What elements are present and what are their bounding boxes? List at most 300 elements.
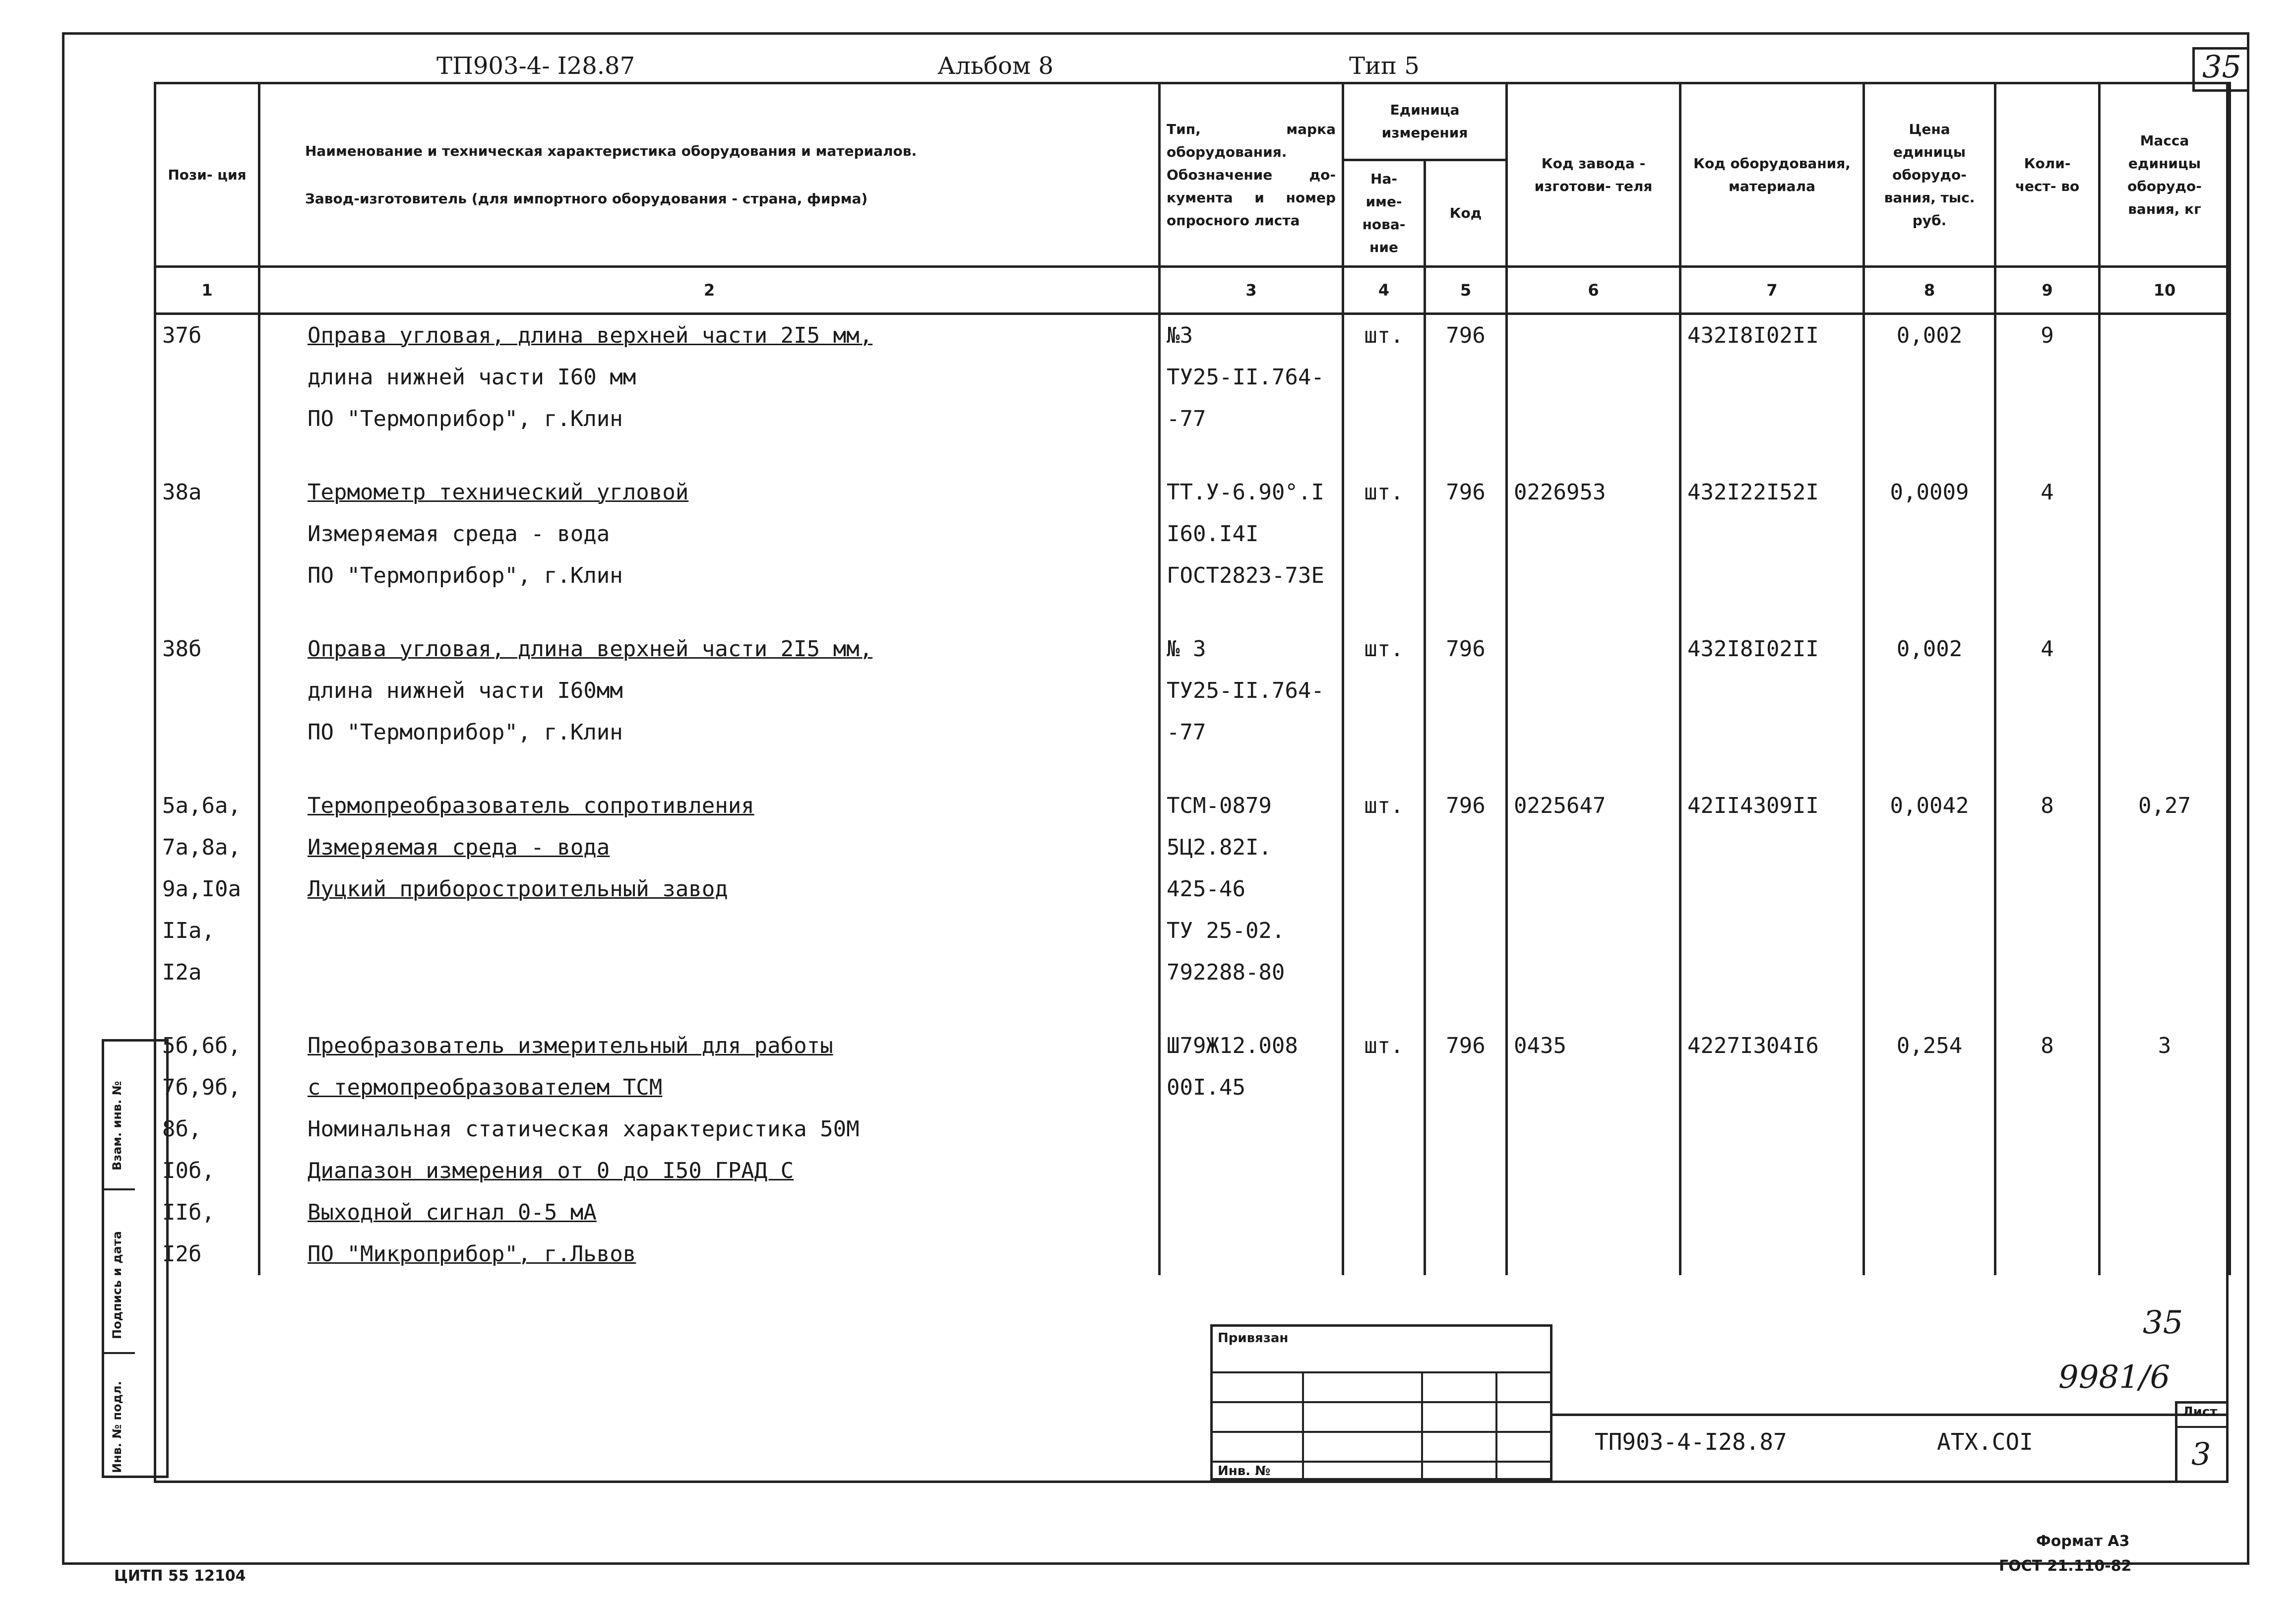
table-cell bbox=[2100, 1150, 2230, 1192]
table-cell: Ш79Ж12.008 bbox=[1160, 1025, 1343, 1067]
table-cell: 0,0042 bbox=[1864, 785, 1995, 827]
table-cell bbox=[1680, 1192, 1864, 1234]
cell-name: длина нижней части I60мм bbox=[259, 670, 1160, 712]
table-cell bbox=[1995, 357, 2100, 398]
table-cell bbox=[155, 440, 259, 472]
table-cell bbox=[155, 670, 259, 712]
cell-name bbox=[259, 952, 1160, 993]
table-cell: 0226953 bbox=[1507, 472, 1680, 513]
cell-name: Оправа угловая, длина верхней части 2I5 мм, bbox=[259, 628, 1160, 670]
table-cell: I0б, bbox=[155, 1150, 259, 1192]
table-cell: 7б,9б, bbox=[155, 1067, 259, 1109]
table-cell bbox=[1680, 1109, 1864, 1150]
table-cell bbox=[1160, 1234, 1343, 1275]
handwritten-sheet-number: 35 bbox=[2143, 1304, 2183, 1341]
table-cell: -77 bbox=[1160, 712, 1343, 753]
table-cell: I2а bbox=[155, 952, 259, 993]
table-cell: шт. bbox=[1343, 628, 1425, 670]
table-cell bbox=[1680, 868, 1864, 910]
cell-name: Термометр технический угловой bbox=[259, 472, 1160, 513]
table-cell: 8 bbox=[1995, 1025, 2100, 1067]
header-doc-code: ТП903-4- I28.87 bbox=[436, 52, 635, 80]
cell-name: ПО "Термоприбор", г.Клин bbox=[259, 712, 1160, 753]
table-cell: 4 bbox=[1995, 628, 2100, 670]
table-cell: ГОСТ2823-73Е bbox=[1160, 555, 1343, 597]
table-cell bbox=[1343, 398, 1425, 440]
table-row bbox=[155, 785, 2230, 827]
table-cell bbox=[2100, 513, 2230, 555]
table-cell bbox=[1425, 555, 1507, 597]
table-cell bbox=[1507, 910, 1680, 952]
side-stamp bbox=[102, 1039, 169, 1478]
table-cell bbox=[1507, 952, 1680, 993]
table-cell bbox=[1425, 952, 1507, 993]
table-cell bbox=[1864, 597, 1995, 628]
col-number: 10 bbox=[2100, 267, 2230, 314]
table-cell bbox=[1343, 868, 1425, 910]
table-cell bbox=[1864, 827, 1995, 868]
table-cell bbox=[1425, 712, 1507, 753]
table-cell bbox=[1680, 753, 1864, 785]
col-header-equipment-code: Код оборудования, материала bbox=[1680, 83, 1864, 267]
table-cell bbox=[1425, 1109, 1507, 1150]
table-cell bbox=[1680, 1150, 1864, 1192]
title-block-line bbox=[1552, 1414, 2229, 1416]
table-row bbox=[155, 628, 2230, 670]
table-cell bbox=[1343, 513, 1425, 555]
cell-name: Измеряемая среда - вода bbox=[259, 827, 1160, 868]
footer-gost: ГОСТ 21.110-82 bbox=[1999, 1557, 2132, 1575]
table-cell bbox=[1425, 357, 1507, 398]
table-cell: ТСМ-0879 bbox=[1160, 785, 1343, 827]
footer-org: ЦИТП 55 12104 bbox=[114, 1567, 246, 1585]
table-cell: 9а,I0а bbox=[155, 868, 259, 910]
table-row bbox=[155, 910, 2230, 952]
table-row bbox=[155, 868, 2230, 910]
table-cell: IIб, bbox=[155, 1192, 259, 1234]
table-cell bbox=[2100, 827, 2230, 868]
col-header-unit-group: Единица измерения bbox=[1343, 83, 1507, 160]
privyazan-divider bbox=[1421, 1371, 1423, 1478]
table-cell bbox=[1995, 1109, 2100, 1150]
table-cell bbox=[1864, 555, 1995, 597]
table-cell: шт. bbox=[1343, 785, 1425, 827]
col-header-mass: Масса единицы оборудо- вания, кг bbox=[2100, 83, 2230, 267]
table-cell bbox=[1995, 1234, 2100, 1275]
col-header-unit-name: На- име- нова- ние bbox=[1343, 160, 1425, 267]
table-cell bbox=[1995, 670, 2100, 712]
table-cell bbox=[1680, 440, 1864, 472]
table-cell: ТУ25-II.764- bbox=[1160, 357, 1343, 398]
table-row bbox=[155, 1192, 2230, 1234]
footer-format: Формат А3 bbox=[2036, 1533, 2130, 1550]
table-cell bbox=[1343, 1192, 1425, 1234]
table-cell bbox=[1995, 1150, 2100, 1192]
table-cell bbox=[1680, 1234, 1864, 1275]
table-row bbox=[155, 555, 2230, 597]
table-cell bbox=[155, 513, 259, 555]
table-cell bbox=[2100, 1234, 2230, 1275]
table-cell bbox=[1343, 712, 1425, 753]
table-cell: № 3 bbox=[1160, 628, 1343, 670]
table-cell bbox=[1343, 1109, 1425, 1150]
table-cell bbox=[1864, 1109, 1995, 1150]
table-cell bbox=[1425, 670, 1507, 712]
table-cell bbox=[1864, 1067, 1995, 1109]
title-mark: АТХ.СОI bbox=[1937, 1428, 2033, 1455]
table-cell: IIа, bbox=[155, 910, 259, 952]
col-header-name bbox=[259, 83, 1160, 267]
privyazan-line bbox=[1213, 1431, 1550, 1433]
table-cell: 37б bbox=[155, 314, 259, 357]
table-cell: I2б bbox=[155, 1234, 259, 1275]
table-cell bbox=[2100, 314, 2230, 357]
table-cell bbox=[2100, 398, 2230, 440]
list-number: 3 bbox=[2191, 1436, 2211, 1472]
table-cell bbox=[2100, 440, 2230, 472]
table-cell bbox=[1343, 827, 1425, 868]
table-cell: 38а bbox=[155, 472, 259, 513]
table-cell: 0,0009 bbox=[1864, 472, 1995, 513]
cell-name: длина нижней части I60 мм bbox=[259, 357, 1160, 398]
table-row bbox=[155, 952, 2230, 993]
table-cell bbox=[1160, 440, 1343, 472]
table-row bbox=[155, 314, 2230, 357]
table-cell bbox=[2100, 357, 2230, 398]
table-cell bbox=[1680, 827, 1864, 868]
table-cell bbox=[1160, 1150, 1343, 1192]
table-cell bbox=[1995, 993, 2100, 1025]
table-cell bbox=[2100, 472, 2230, 513]
table-cell: 796 bbox=[1425, 628, 1507, 670]
col-header-type: Тип, марка оборудования. Обозначение до- кумента и номер опросного листа bbox=[1160, 83, 1343, 267]
table-cell bbox=[1864, 993, 1995, 1025]
table-cell bbox=[1507, 993, 1680, 1025]
table-cell: 0225647 bbox=[1507, 785, 1680, 827]
table-cell bbox=[1343, 1234, 1425, 1275]
table-cell bbox=[1160, 993, 1343, 1025]
table-cell: 0,27 bbox=[2100, 785, 2230, 827]
table-cell bbox=[1507, 1234, 1680, 1275]
table-cell: 425-46 bbox=[1160, 868, 1343, 910]
table-cell bbox=[1995, 952, 2100, 993]
table-cell bbox=[1507, 753, 1680, 785]
handwritten-code: 9981/6 bbox=[2058, 1359, 2171, 1396]
table-cell bbox=[2100, 910, 2230, 952]
table-cell bbox=[1680, 1067, 1864, 1109]
table-cell bbox=[155, 597, 259, 628]
table-cell bbox=[1425, 993, 1507, 1025]
table-cell bbox=[2100, 868, 2230, 910]
table-cell bbox=[1864, 952, 1995, 993]
table-cell: 42II4309II bbox=[1680, 785, 1864, 827]
table-cell bbox=[1343, 993, 1425, 1025]
table-cell bbox=[1425, 868, 1507, 910]
table-cell: 796 bbox=[1425, 472, 1507, 513]
table-cell bbox=[1425, 1192, 1507, 1234]
specification-table bbox=[154, 82, 2231, 1275]
table-cell bbox=[259, 753, 1160, 785]
privyazan-divider bbox=[1302, 1371, 1304, 1478]
cell-name: Термопреобразователь сопротивления bbox=[259, 785, 1160, 827]
table-cell bbox=[155, 357, 259, 398]
header-album: Альбом 8 bbox=[937, 52, 1054, 80]
col-header-unit-code: Код bbox=[1425, 160, 1507, 267]
specification-rows bbox=[155, 314, 2230, 1276]
table-cell bbox=[2100, 753, 2230, 785]
table-cell bbox=[1507, 827, 1680, 868]
table-cell bbox=[2100, 670, 2230, 712]
table-cell bbox=[1680, 513, 1864, 555]
table-row bbox=[155, 357, 2230, 398]
cell-name: ПО "Термоприбор", г.Клин bbox=[259, 555, 1160, 597]
list-box-divider bbox=[2175, 1426, 2229, 1428]
table-cell bbox=[1343, 952, 1425, 993]
table-gap-row bbox=[155, 753, 2230, 785]
table-cell bbox=[1507, 357, 1680, 398]
table-cell: 0,254 bbox=[1864, 1025, 1995, 1067]
table-gap-row bbox=[155, 440, 2230, 472]
table-cell: 9 bbox=[1995, 314, 2100, 357]
table-cell bbox=[1864, 670, 1995, 712]
table-cell bbox=[1864, 910, 1995, 952]
table-cell bbox=[2100, 1109, 2230, 1150]
col-header-name-line2: Завод-изготовитель (для импортного оборудования - страна, фирма) bbox=[305, 190, 868, 207]
privyazan-line bbox=[1213, 1401, 1550, 1403]
table-cell bbox=[1864, 398, 1995, 440]
table-cell bbox=[1507, 1109, 1680, 1150]
title-doc-code: ТП903-4-I28.87 bbox=[1595, 1428, 1787, 1455]
col-number: 7 bbox=[1680, 267, 1864, 314]
table-cell bbox=[1864, 712, 1995, 753]
table-cell: 432I22I52I bbox=[1680, 472, 1864, 513]
table-cell: ТУ 25-02. bbox=[1160, 910, 1343, 952]
table-cell: 4 bbox=[1995, 472, 2100, 513]
table-cell: 8б, bbox=[155, 1109, 259, 1150]
table-cell: 5а,6а, bbox=[155, 785, 259, 827]
table-cell bbox=[1507, 440, 1680, 472]
table-cell bbox=[1160, 597, 1343, 628]
inv-no-label: Инв. № bbox=[1218, 1464, 1271, 1479]
table-cell bbox=[1425, 398, 1507, 440]
table-cell bbox=[155, 398, 259, 440]
table-cell bbox=[1864, 868, 1995, 910]
sheet-number: 35 bbox=[2202, 49, 2241, 85]
privyazan-line bbox=[1213, 1461, 1550, 1463]
table-cell bbox=[1507, 712, 1680, 753]
table-cell bbox=[1995, 712, 2100, 753]
table-cell bbox=[1343, 1067, 1425, 1109]
table-cell: 5б,6б, bbox=[155, 1025, 259, 1067]
table-cell bbox=[1507, 555, 1680, 597]
table-cell bbox=[1343, 670, 1425, 712]
table-row bbox=[155, 398, 2230, 440]
header-type: Тип 5 bbox=[1349, 52, 1420, 80]
table-cell bbox=[1425, 513, 1507, 555]
table-cell bbox=[1680, 712, 1864, 753]
col-header-quantity: Коли- чест- во bbox=[1995, 83, 2100, 267]
table-cell bbox=[1995, 513, 2100, 555]
table-row bbox=[155, 1025, 2230, 1067]
table-cell bbox=[1680, 597, 1864, 628]
table-cell bbox=[1995, 1067, 2100, 1109]
table-cell bbox=[2100, 597, 2230, 628]
col-number: 4 bbox=[1343, 267, 1425, 314]
table-row bbox=[155, 472, 2230, 513]
table-cell bbox=[1343, 1150, 1425, 1192]
side-stamp-podpis: Подпись и дата bbox=[110, 1231, 124, 1339]
table-cell bbox=[1160, 1109, 1343, 1150]
table-cell: 5Ц2.82I. bbox=[1160, 827, 1343, 868]
table-cell: 0435 bbox=[1507, 1025, 1680, 1067]
table-cell bbox=[1864, 1150, 1995, 1192]
table-cell bbox=[259, 993, 1160, 1025]
cell-name: Номинальная статическая характеристика 50М bbox=[259, 1109, 1160, 1150]
table-row bbox=[155, 1067, 2230, 1109]
table-cell bbox=[155, 555, 259, 597]
table-cell bbox=[1160, 1192, 1343, 1234]
table-cell bbox=[1343, 597, 1425, 628]
table-cell: шт. bbox=[1343, 314, 1425, 357]
table-cell bbox=[1425, 597, 1507, 628]
table-cell: шт. bbox=[1343, 472, 1425, 513]
col-number: 5 bbox=[1425, 267, 1507, 314]
table-cell: шт. bbox=[1343, 1025, 1425, 1067]
table-cell: 432I8I02II bbox=[1680, 314, 1864, 357]
cell-name: с термопреобразователем ТСМ bbox=[259, 1067, 1160, 1109]
table-row bbox=[155, 1234, 2230, 1275]
table-gap-row bbox=[155, 597, 2230, 628]
table-cell bbox=[1425, 827, 1507, 868]
table-cell bbox=[1864, 357, 1995, 398]
table-cell bbox=[1864, 753, 1995, 785]
table-cell bbox=[1864, 1234, 1995, 1275]
table-cell bbox=[1864, 440, 1995, 472]
cell-name: Луцкий приборостроительный завод bbox=[259, 868, 1160, 910]
table-cell bbox=[1995, 597, 2100, 628]
table-cell bbox=[1680, 555, 1864, 597]
col-number: 8 bbox=[1864, 267, 1995, 314]
table-cell bbox=[1507, 1067, 1680, 1109]
list-label: Лист bbox=[2182, 1405, 2218, 1420]
col-number: 2 bbox=[259, 267, 1160, 314]
table-cell bbox=[1680, 357, 1864, 398]
cell-name: Преобразователь измерительный для работы bbox=[259, 1025, 1160, 1067]
table-cell bbox=[1680, 993, 1864, 1025]
table-cell bbox=[1680, 910, 1864, 952]
table-cell bbox=[1995, 753, 2100, 785]
side-stamp-vzam: Взам. инв. № bbox=[110, 1081, 124, 1171]
cell-name: Оправа угловая, длина верхней части 2I5 мм, bbox=[259, 314, 1160, 357]
table-cell bbox=[1507, 1150, 1680, 1192]
table-cell bbox=[1425, 910, 1507, 952]
table-cell bbox=[1995, 398, 2100, 440]
table-cell bbox=[1507, 398, 1680, 440]
table-cell: 796 bbox=[1425, 314, 1507, 357]
table-cell: 0,002 bbox=[1864, 314, 1995, 357]
table-cell bbox=[1425, 1067, 1507, 1109]
table-cell bbox=[1507, 314, 1680, 357]
cell-name bbox=[259, 910, 1160, 952]
table-cell: 432I8I02II bbox=[1680, 628, 1864, 670]
table-row bbox=[155, 827, 2230, 868]
table-cell: 796 bbox=[1425, 785, 1507, 827]
table-cell bbox=[1864, 513, 1995, 555]
table-cell bbox=[1343, 440, 1425, 472]
table-cell bbox=[1425, 1150, 1507, 1192]
table-cell bbox=[1160, 753, 1343, 785]
table-cell bbox=[1507, 597, 1680, 628]
table-cell: 796 bbox=[1425, 1025, 1507, 1067]
table-cell bbox=[259, 597, 1160, 628]
col-number: 9 bbox=[1995, 267, 2100, 314]
table-cell bbox=[1425, 1234, 1507, 1275]
table-cell bbox=[1343, 910, 1425, 952]
table-cell bbox=[1995, 1192, 2100, 1234]
col-number: 1 bbox=[155, 267, 259, 314]
table-cell bbox=[1995, 440, 2100, 472]
table-cell bbox=[1507, 1192, 1680, 1234]
cell-name: Измеряемая среда - вода bbox=[259, 513, 1160, 555]
table-cell: 38б bbox=[155, 628, 259, 670]
privyazan-divider bbox=[1495, 1371, 1497, 1478]
table-cell bbox=[1343, 555, 1425, 597]
table-cell: 7а,8а, bbox=[155, 827, 259, 868]
table-cell bbox=[155, 993, 259, 1025]
cell-name: Диапазон измерения от 0 до I50 ГРАД С bbox=[259, 1150, 1160, 1192]
table-cell: -77 bbox=[1160, 398, 1343, 440]
table-row bbox=[155, 712, 2230, 753]
cell-name: ПО "Микроприбор", г.Львов bbox=[259, 1234, 1160, 1275]
table-row bbox=[155, 670, 2230, 712]
col-header-plant-code: Код завода - изготови- теля bbox=[1507, 83, 1680, 267]
table-cell: №3 bbox=[1160, 314, 1343, 357]
table-cell bbox=[1995, 868, 2100, 910]
table-cell bbox=[1343, 357, 1425, 398]
cell-name: Выходной сигнал 0-5 мА bbox=[259, 1192, 1160, 1234]
table-cell bbox=[1507, 513, 1680, 555]
side-stamp-inv-podl: Инв. № подл. bbox=[110, 1381, 124, 1473]
table-cell bbox=[1507, 868, 1680, 910]
privyazan-block bbox=[1210, 1324, 1552, 1481]
table-cell bbox=[1995, 910, 2100, 952]
table-cell bbox=[1425, 753, 1507, 785]
table-cell bbox=[2100, 1067, 2230, 1109]
privyazan-label: Привязан bbox=[1218, 1331, 1289, 1346]
table-row bbox=[155, 1150, 2230, 1192]
table-cell bbox=[1995, 555, 2100, 597]
cell-name: ПО "Термоприбор", г.Клин bbox=[259, 398, 1160, 440]
table-cell bbox=[1680, 952, 1864, 993]
col-header-name-line1: Наименование и техническая характеристика оборудования и материалов. bbox=[305, 142, 917, 159]
table-cell bbox=[1343, 753, 1425, 785]
table-cell: ТТ.У-6.90°.I bbox=[1160, 472, 1343, 513]
table-cell: I60.I4I bbox=[1160, 513, 1343, 555]
col-number: 3 bbox=[1160, 267, 1343, 314]
table-cell bbox=[1507, 628, 1680, 670]
table-cell bbox=[2100, 1192, 2230, 1234]
col-header-position: Пози- ция bbox=[155, 83, 259, 267]
table-cell: ТУ25-II.764- bbox=[1160, 670, 1343, 712]
table-cell bbox=[2100, 628, 2230, 670]
table-cell: 8 bbox=[1995, 785, 2100, 827]
table-cell bbox=[1507, 670, 1680, 712]
table-cell bbox=[259, 440, 1160, 472]
col-number: 6 bbox=[1507, 267, 1680, 314]
table-gap-row bbox=[155, 993, 2230, 1025]
table-cell bbox=[2100, 555, 2230, 597]
table-cell bbox=[155, 753, 259, 785]
